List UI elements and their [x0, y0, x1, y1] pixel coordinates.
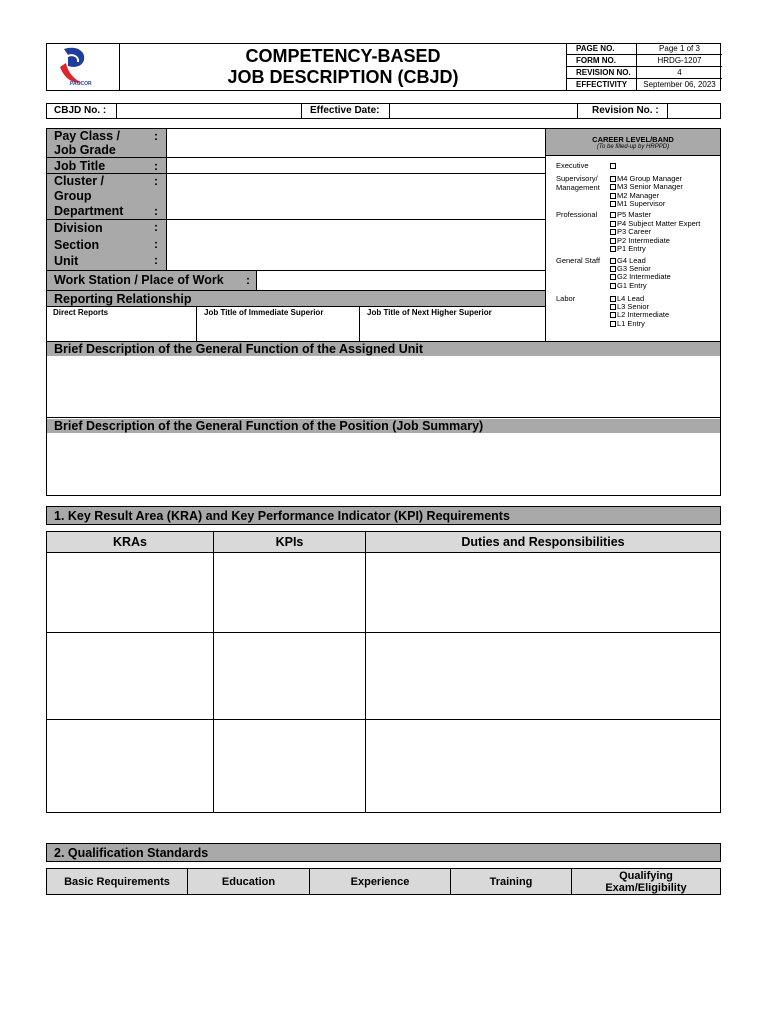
- logo-cell: [46, 43, 120, 91]
- duties-cell[interactable]: [366, 720, 720, 812]
- qualifying-exam-header: Qualifying Exam/Eligibility: [605, 869, 687, 894]
- career-band-subtitle: (To be filled-up by HRPPD): [596, 143, 670, 150]
- colon: :: [154, 159, 158, 173]
- meta-table: [566, 43, 721, 91]
- duties-cell[interactable]: [366, 633, 720, 720]
- band-option[interactable]: P1 Entry: [610, 244, 646, 253]
- unit-description-heading: Brief Description of the General Function of the Assigned Unit: [54, 342, 424, 356]
- checkbox-icon: [610, 229, 616, 235]
- band-option[interactable]: L2 Intermediate: [610, 310, 669, 319]
- colon: :: [246, 273, 250, 287]
- job-grade-label: Job Grade: [54, 143, 116, 157]
- duties-cell[interactable]: [366, 553, 720, 633]
- checkbox-icon: [610, 201, 616, 207]
- table-row: [47, 553, 720, 633]
- band-option[interactable]: L3 Senior: [610, 302, 649, 311]
- band-option[interactable]: L1 Entry: [610, 319, 645, 328]
- section-label: Section: [54, 238, 100, 252]
- revision-no-label: Revision No. :: [592, 105, 659, 116]
- effective-date-field[interactable]: [389, 103, 578, 119]
- experience-header: Experience: [310, 869, 451, 894]
- unit-label: Unit: [54, 254, 79, 268]
- direct-reports-field[interactable]: [46, 307, 197, 342]
- band-option[interactable]: M3 Senior Manager: [610, 182, 683, 191]
- band-supervisory-label: Supervisory/ Management: [556, 174, 600, 192]
- band-option[interactable]: M2 Manager: [610, 191, 659, 200]
- band-option[interactable]: G4 Lead: [610, 256, 646, 265]
- kra-cell[interactable]: [47, 720, 214, 812]
- band-option[interactable]: M4 Group Manager: [610, 174, 682, 183]
- checkbox-icon: [610, 321, 616, 327]
- form-title: [120, 43, 566, 91]
- unit-description-field[interactable]: [47, 356, 720, 418]
- cbjd-no-field[interactable]: [116, 103, 302, 119]
- band-option[interactable]: G3 Senior: [610, 264, 651, 273]
- meta-value-revision: 4: [636, 67, 722, 78]
- checkbox-icon: [610, 212, 616, 218]
- direct-reports-label: Direct Reports: [53, 308, 109, 317]
- band-option[interactable]: P4 Subject Matter Expert: [610, 219, 700, 228]
- duties-column-header: Duties and Responsibilities: [366, 532, 720, 553]
- band-executive-label: Executive: [556, 161, 589, 170]
- checkbox-icon: [610, 283, 616, 289]
- title-line-2: JOB DESCRIPTION (CBJD): [227, 67, 459, 87]
- kra-cell[interactable]: [47, 633, 214, 720]
- position-description-heading: Brief Description of the General Function of the Position (Job Summary): [54, 419, 484, 433]
- colon: :: [154, 220, 158, 234]
- kra-cell[interactable]: [47, 553, 214, 633]
- group-label: Group: [54, 189, 92, 203]
- band-option[interactable]: P2 Intermediate: [610, 236, 670, 245]
- band-option[interactable]: G1 Entry: [610, 281, 647, 290]
- qualification-section-title: 2. Qualification Standards: [54, 846, 209, 860]
- pay-class-label: Pay Class /: [54, 129, 121, 143]
- band-labor-label: Labor: [556, 294, 576, 303]
- band-option[interactable]: [610, 161, 617, 170]
- job-title-field[interactable]: [166, 158, 545, 174]
- colon: :: [154, 253, 158, 267]
- cbjd-no-label: CBJD No. :: [54, 105, 107, 116]
- checkbox-icon: [610, 163, 616, 169]
- work-station-label: Work Station / Place of Work: [54, 273, 224, 287]
- pay-class-field[interactable]: [166, 128, 545, 158]
- cluster-label: Cluster /: [54, 174, 105, 188]
- meta-label-effectivity: EFFECTIVITY: [576, 80, 628, 89]
- kpi-cell[interactable]: [214, 633, 366, 720]
- table-row: [47, 720, 720, 812]
- meta-value-page: Page 1 of 3: [636, 43, 722, 54]
- division-label: Division: [54, 221, 103, 235]
- colon: :: [154, 129, 158, 143]
- colon: :: [154, 204, 158, 218]
- colon: :: [154, 237, 158, 251]
- kpi-cell[interactable]: [214, 553, 366, 633]
- meta-value-effectivity: September 06, 2023: [636, 79, 722, 90]
- colon: :: [154, 174, 158, 188]
- band-option[interactable]: P5 Master: [610, 210, 651, 219]
- work-station-field[interactable]: [256, 270, 545, 291]
- training-header: Training: [451, 869, 572, 894]
- effective-date-label: Effective Date:: [310, 105, 380, 116]
- cluster-department-field[interactable]: [166, 174, 545, 220]
- kpi-cell[interactable]: [214, 720, 366, 812]
- meta-label-form: FORM NO.: [576, 56, 616, 65]
- kra-section-title: 1. Key Result Area (KRA) and Key Performance Indicator (KPI) Requirements: [54, 509, 510, 523]
- career-band-header: [546, 129, 720, 156]
- band-option[interactable]: M1 Supervisor: [610, 199, 665, 208]
- meta-label-page: PAGE NO.: [576, 44, 615, 53]
- checkbox-icon: [610, 184, 616, 190]
- band-option[interactable]: L4 Lead: [610, 294, 644, 303]
- title-line-1: COMPETENCY-BASED: [245, 46, 441, 66]
- checkbox-icon: [610, 312, 616, 318]
- checkbox-icon: [610, 274, 616, 280]
- meta-label-revision: REVISION NO.: [576, 68, 631, 77]
- kra-column-header: KRAs: [47, 532, 214, 553]
- next-higher-superior-field[interactable]: [360, 307, 545, 342]
- education-header: Education: [188, 869, 310, 894]
- job-title-label: Job Title: [54, 159, 106, 173]
- division-section-unit-field[interactable]: [166, 220, 545, 270]
- kpi-column-header: KPIs: [214, 532, 366, 553]
- next-higher-superior-label: Job Title of Next Higher Superior: [367, 308, 492, 317]
- immediate-superior-label: Job Title of Immediate Superior: [204, 308, 324, 317]
- department-label: Department: [54, 204, 124, 218]
- table-row: [47, 633, 720, 720]
- checkbox-icon: [610, 246, 616, 252]
- band-option[interactable]: P3 Career: [610, 227, 651, 236]
- career-band-title: CAREER LEVEL/BAND: [592, 134, 674, 144]
- immediate-superior-field[interactable]: [197, 307, 360, 342]
- reporting-relationship-label: Reporting Relationship: [54, 292, 192, 306]
- pagcor-logo-icon: [46, 43, 120, 91]
- band-option[interactable]: G2 Intermediate: [610, 272, 671, 281]
- basic-requirements-header: Basic Requirements: [47, 869, 188, 894]
- band-general-staff-label: General Staff: [556, 256, 601, 265]
- band-professional-label: Professional: [556, 210, 598, 219]
- logo-text: PAGCOR: [70, 81, 92, 87]
- meta-value-form: HRDG-1207: [636, 55, 722, 66]
- revision-no-field[interactable]: [667, 103, 721, 119]
- position-description-field[interactable]: [47, 433, 720, 495]
